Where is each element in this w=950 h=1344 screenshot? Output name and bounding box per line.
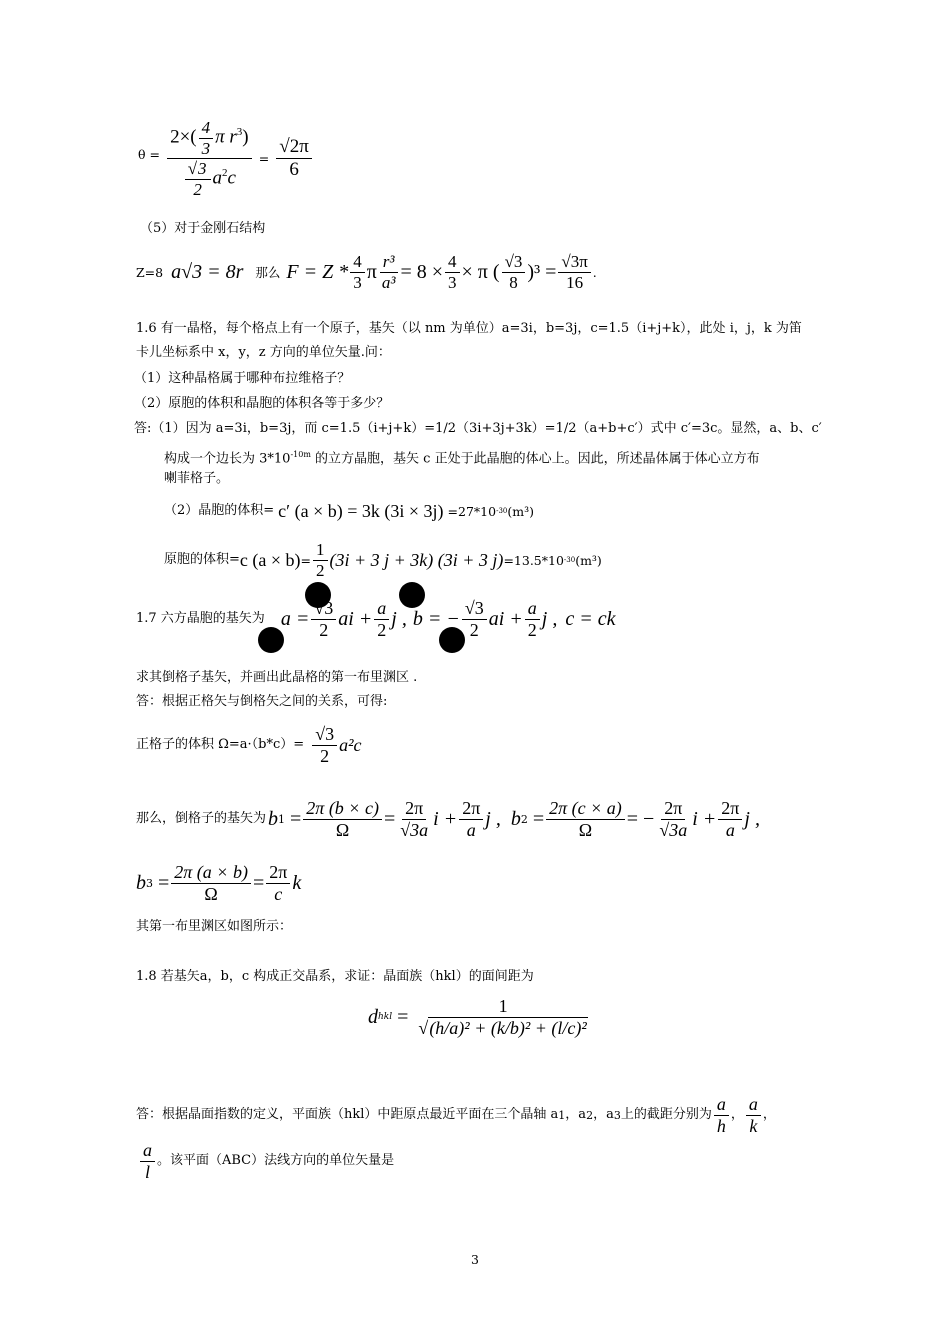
- p17-answer-intro: 答：根据正格矢与倒格矢之间的关系，可得:: [136, 694, 388, 709]
- p17-basis: 1.7 六方晶胞的基矢为 a = $\frac{√3}{2}$ ai + $\frac{a}{2}$ j , b = − $\frac{√3}{2}$ ai + $\frac{a}{2}$ j , c = ck: [136, 598, 616, 640]
- diamond-formula: Z=8 a√3 = 8r 那么 F = Z * $\frac{4}{3}$ π $\frac{\text{r³}}{\text{a³}}$ = 8 × $\frac{4}{3}$ × π ( $\frac{√3}{8}$ )³ = $\frac{√3\pi}{16}$ .: [136, 252, 597, 292]
- p18-line1: 1.8 若基矢a，b，c 构成正交晶系，求证：晶面族（hkl）的面间距为: [136, 969, 534, 984]
- p16-cell-volume: （2）晶胞的体积= c′ (a × b) = 3k (3i × 3j) =27*10 -30 (m³): [164, 500, 534, 521]
- theta-rhs: $\frac{√2\pi}{6}$: [276, 136, 312, 181]
- p16-a1-line1: 答:（1）因为 a=3i，b=3j，而 c=1.5（i+j+k）=1/2（3i+3j+3k）=1/2（a+b+c′）式中 c′=3c。显然，a、b、c′: [134, 421, 822, 436]
- page-number: 3: [471, 1252, 479, 1267]
- p16-line2: 卡儿坐标系中 x，y，z 方向的单位矢量.问：: [136, 345, 391, 360]
- p17-volume: 正格子的体积 Ω=a·（b*c）= $\frac{√3}{2}$ a²c: [136, 724, 362, 766]
- theta-fraction: 2×( $\frac{4}{3}$ π $r^3$) $\frac{√3}{2}$ $a^2c$: [167, 118, 252, 199]
- p18-formula: d hkl = $\frac{1}{\text{√(h/a)² + (k/b)² + (l/c)²}}$: [368, 996, 587, 1038]
- section-5-title: （5）对于金刚石结构: [140, 221, 266, 236]
- p16-q1: （1）这种晶格属于哪种布拉维格子？: [134, 371, 351, 386]
- p18-answer-line1: 答：根据晶面指数的定义，平面族（hkl）中距原点最近平面在三个晶轴 a 1 ，a 2 ，a 3 上的截距分别为 $\frac{a}{h}$ ， $\frac{a}{k}$ ，: [136, 1094, 776, 1136]
- p17-b3: b 3 = $\frac{2\pi (a \times b)}{\Omega}$ = $\frac{2\pi}{c}$ k: [136, 862, 302, 904]
- p17-question: 求其倒格子基矢，并画出此晶格的第一布里渊区 .: [136, 670, 418, 685]
- theta-lhs: θ =: [138, 147, 160, 163]
- p18-answer-line2: $\frac{a}{l}$ 。该平面（ABC）法线方向的单位矢量是: [138, 1140, 394, 1182]
- p16-a1-line3: 喇菲格子。: [164, 471, 230, 486]
- p16-a1-line2: 构成一个边长为 $3*10^{-10m}$ 的立方晶胞，基矢 c 正处于此晶胞的体心上。因此，所述晶体属于体心立方布: [164, 450, 760, 467]
- theta-formula: $^{\theta =}$ 2×( $\frac{4}{3}$ π $r^3$) $\frac{√3}{2}$ $a^2c$ = $\frac{√2\pi}{6}$: [138, 118, 314, 199]
- p17-reciprocal: 那么，倒格子的基矢为 b 1 = $\frac{2\pi (b \times c)}{\Omega}$ = $\frac{2\pi}{√3a}$ i + $\frac{2\pi}{a}$ j , b 2 = $\frac{2\pi (c \times a)}{\Omega}$ = − $\frac{2\pi}{√3a}$ i + $\frac{2\pi}{a}$ j ,: [136, 798, 760, 840]
- p16-primitive-volume: 原胞的体积= c (a × b) = $\frac{1}{2}$ (3i + 3 j + 3k) (3i + 3 j) =13.5*10 -30 (m³): [164, 540, 602, 580]
- p17-brillouin-caption: 其第一布里渊区如图所示：: [136, 919, 293, 934]
- p16-q2: （2）原胞的体积和晶胞的体积各等于多少？: [134, 396, 390, 411]
- p16-line1: 1.6 有一晶格，每个格点上有一个原子，基矢（以 nm 为单位）a=3i，b=3j，c=1.5（i+j+k），此处 i，j，k 为笛: [136, 321, 802, 336]
